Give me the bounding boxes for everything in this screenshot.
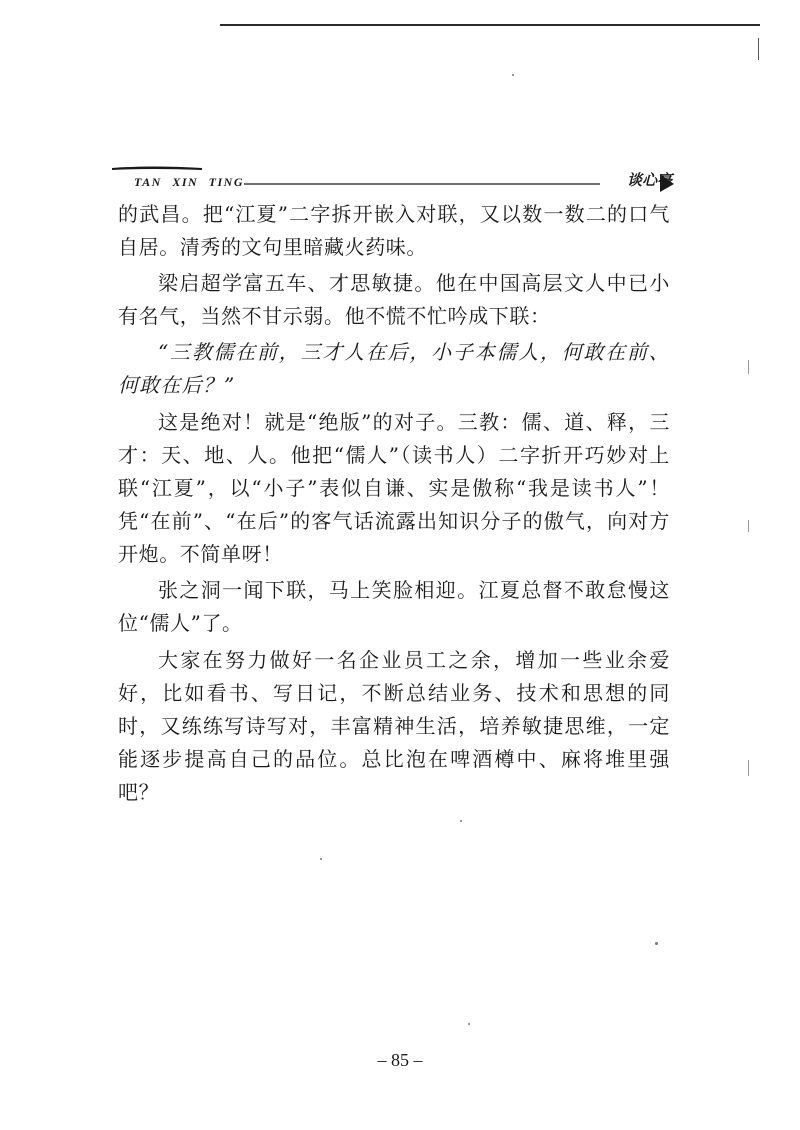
- scan-edge-mark: [758, 38, 759, 60]
- paragraph-5: 大家在努力做好一名企业员工之余，增加一些业余爱好，比如看书、写日记，不断总结业务、技术和思想的同时，又练练写诗写对，丰富精神生活，培养敏捷思维，一定能逐步提高自己的品位。总比泡在啤酒樽中、麻将堆里强吧？: [118, 648, 670, 804]
- scan-speck: [460, 820, 462, 822]
- paragraph-1: 的武昌。把“江夏”二字拆开嵌入对联，又以数一数二的口气自居。清秀的文句里暗藏火药味。: [118, 202, 670, 259]
- margin-tick: [748, 360, 749, 374]
- paragraph-couplet: “三教儒在前，三才人在后，小子本儒人，何敢在前、何敢在后？”: [118, 340, 670, 397]
- scan-speck: [655, 942, 658, 945]
- scan-speck: [320, 858, 322, 860]
- paragraph-2: 梁启超学富五车、才思敏捷。他在中国高层文人中已小有名气，当然不甘示弱。他不慌不忙吟成下联：: [118, 271, 670, 328]
- paragraph-3: 这是绝对！就是“绝版”的对子。三教：儒、道、释，三才：天、地、人。他把“儒人”（读书人）二字折开巧妙对上联“江夏”，以“小子”表似自谦、实是傲称“我是读书人”！凭“在前”、“在后”的客气话流露出知识分子的傲气，向对方开炮。不简单呀！: [118, 410, 670, 566]
- article-body: [118, 198, 670, 809]
- header-chinese-title: 谈心亭: [626, 171, 672, 189]
- page-number: – 85 –: [377, 1050, 423, 1070]
- scan-top-line: [220, 24, 760, 26]
- margin-tick: [748, 760, 749, 776]
- paragraph-4: 张之洞一闻下联，马上笑脸相迎。江夏总督不敢怠慢这位“儒人”了。: [118, 578, 670, 635]
- scan-speck: [512, 74, 514, 76]
- margin-tick: [748, 520, 749, 532]
- running-header: [112, 164, 678, 194]
- header-english-title: TAN XIN TING: [134, 175, 245, 189]
- scan-speck: [468, 1023, 470, 1025]
